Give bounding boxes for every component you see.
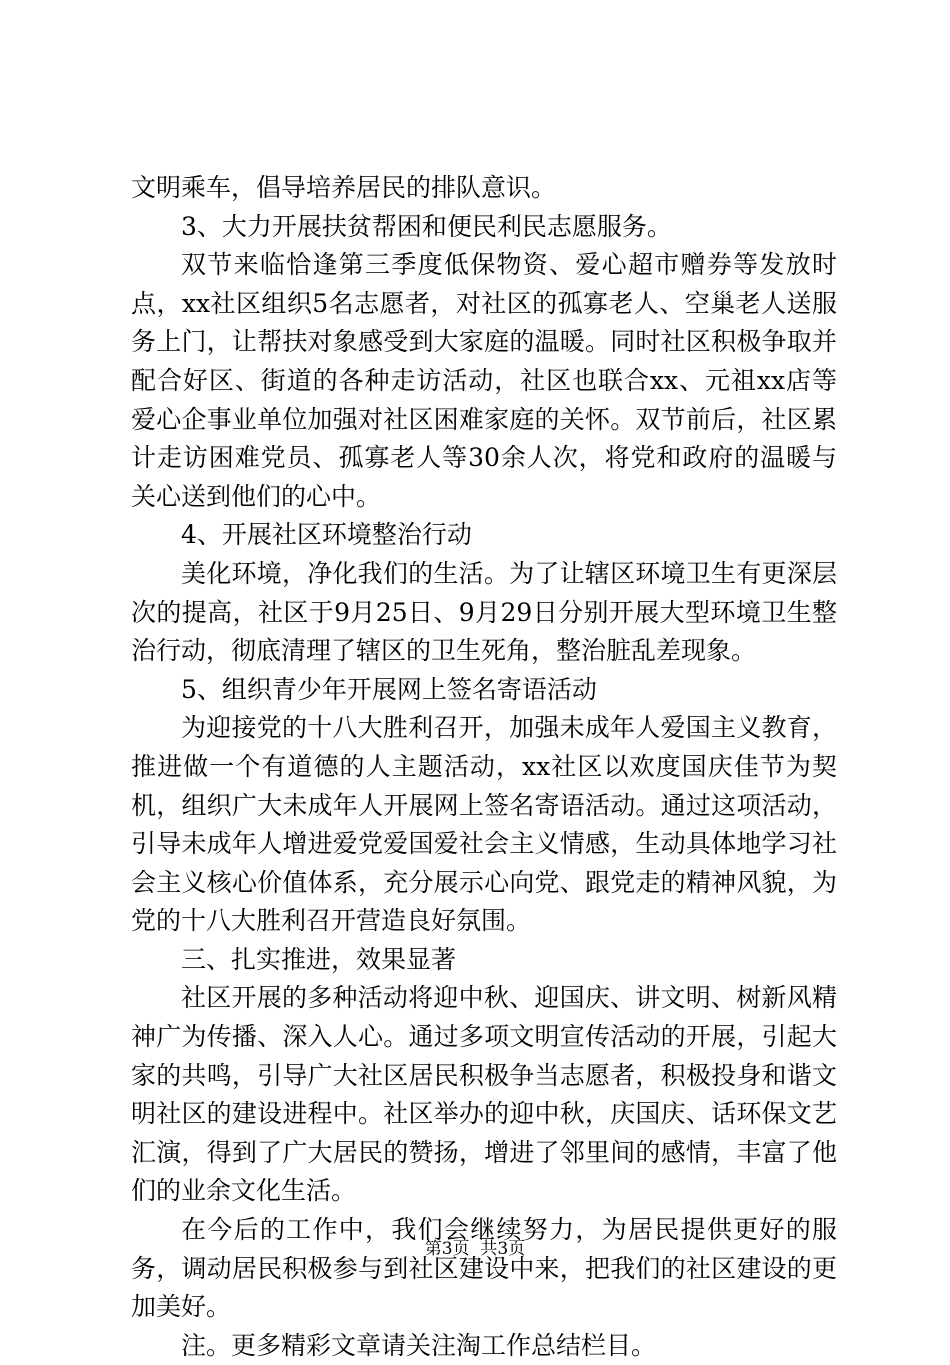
paragraph-10: 在今后的工作中，我们会继续努力，为居民提供更好的服务，调动居民积极参与到社区建设中来，把我们的社区建设的更加美好。 [131,1215,837,1322]
paragraph-5: 美化环境，净化我们的生活。为了让辖区环境卫生有更深层次的提高，社区于9月25日、9月29日分别开展大型环境卫生整治行动，彻底清理了辖区的卫生死角，整治脏乱差现象。 [131,558,837,666]
paragraph-9: 社区开展的多种活动将迎中秋、迎国庆、讲文明、树新风精神广为传播、深入人心。通过多项文明宣传活动的开展，引起大家的共鸣，引导广大社区居民积极争当志愿者，积极投身和谐文明社区的建设进程中。社区举办的迎中秋，庆国庆、话环保文艺汇演，得到了广大居民的赞扬，增进了邻里间的感情，丰富了他们的业余文化生活。 [131,983,837,1206]
paragraph-3: 双节来临恰逢第三季度低保物资、爱心超市赠券等发放时点，xx社区组织5名志愿者，对社区的孤寡老人、空巢老人送服务上门，让帮扶对象感受到大家庭的温暖。同时社区积极争取并配合好区、街道的各种走访活动，社区也联合xx、元祖xx店等爱心企事业单位加强对社区困难家庭的关怀。双节前后，社区累计走访困难党员、孤寡老人等30余人次，将党和政府的温暖与关心送到他们的心中。 [131,250,837,511]
paragraph-4: 4、开展社区环境整治行动 [181,520,472,550]
paragraph-1: 文明乘车，倡导培养居民的排队意识。 [131,173,557,202]
paragraph-7: 为迎接党的十八大胜利召开，加强未成年人爱国主义教育，推进做一个有道德的人主题活动，xx社区以欢度国庆佳节为契机，组织广大未成年人开展网上签名寄语活动。通过这项活动，引导未成年人增进爱党爱国爱社会主义情感，生动具体地学习社会主义核心价值体系，充分展示心向党、跟党走的精神风貌，为党的十八大胜利召开营造良好氛围。 [131,713,837,936]
document-body [131,169,837,1365]
paragraph-2: 3、大力开展扶贫帮困和便民利民志愿服务。 [181,211,672,241]
page-number-footer: 第3页 共3页 [424,1239,526,1259]
paragraph-8: 三、扎实推进，效果显著 [181,944,457,974]
paragraph-6: 5、组织青少年开展网上签名寄语活动 [181,674,597,704]
paragraph-11: 注。更多精彩文章请关注淘工作总结栏目。 [181,1330,657,1360]
